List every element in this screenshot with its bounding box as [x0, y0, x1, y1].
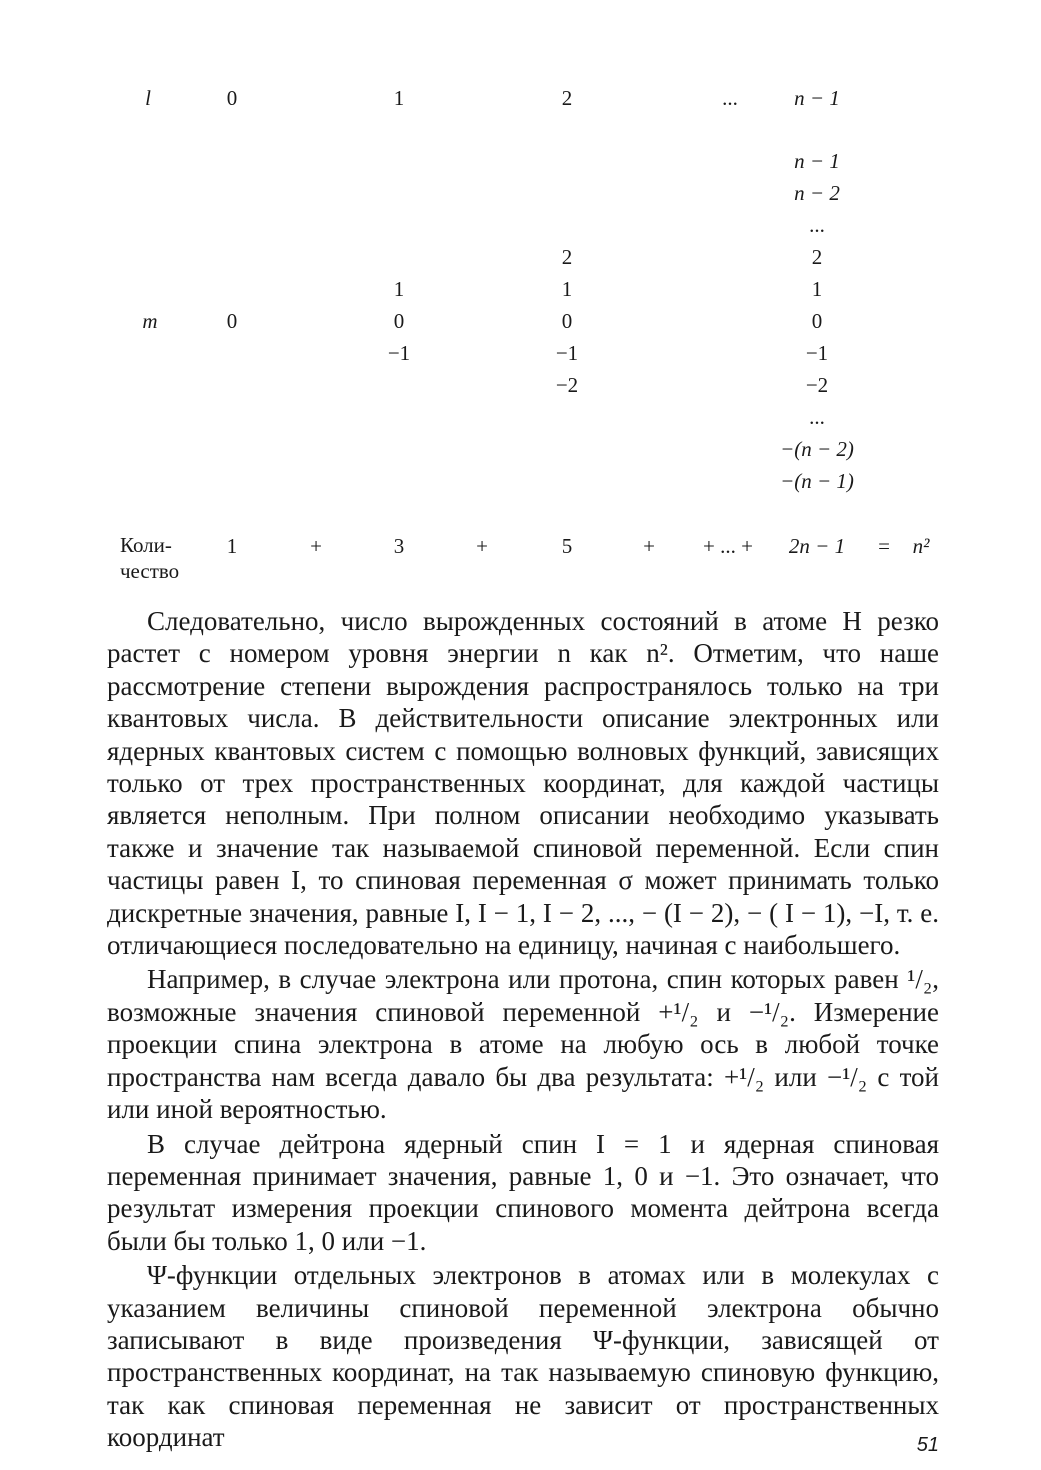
count-total: n² [912, 534, 930, 558]
m-value: 1 [393, 277, 405, 301]
m-value: 2 [561, 245, 573, 269]
paragraph: Ψ-функции отдельных электронов в атомах или в молекулах с указанием величины спиновой переменной электрона обычно записывают в виде произведения Ψ-функции, зависящей от пространственных координат, на так называемую спиновую функцию, так как спиновая переменная не зависит от пространственных координат [107, 1260, 939, 1453]
m-ellipsis: ... [809, 405, 825, 429]
l-ellipsis: ... [722, 86, 738, 110]
body-text [107, 605, 939, 1454]
count-label-line: чество [120, 559, 180, 583]
m-value: 1 [811, 277, 823, 301]
count-label-line: Коли- [120, 533, 172, 557]
m-value: 0 [811, 309, 823, 333]
count-value: 2n − 1 [788, 534, 846, 558]
m-value: 0 [393, 309, 405, 333]
paragraph: Например, в случае электрона или протона, спин которых равен ¹/₂, возможные значения спиновой переменной +¹/₂ и −¹/₂. Измерение проекции спина электрона в атоме на любую ось в любой точке пространства нам всегда давало бы два результата: +¹/₂ или −¹/₂ с той или иной вероятностью. [107, 964, 939, 1125]
m-value: 1 [561, 277, 573, 301]
l-value: 0 [226, 86, 238, 110]
m-value: 2 [811, 245, 823, 269]
count-value: 3 [393, 534, 405, 558]
m-value: −1 [805, 341, 829, 365]
page-number: 51 [916, 1434, 939, 1456]
m-ellipsis: ... [809, 213, 825, 237]
count-plus: + [643, 534, 655, 558]
l-value: n − 1 [794, 86, 840, 110]
count-value: 5 [561, 534, 573, 558]
m-value: −(n − 2) [780, 437, 854, 461]
m-value: 0 [226, 309, 238, 333]
m-value: −1 [555, 341, 579, 365]
m-value: −2 [555, 373, 579, 397]
m-label: m [142, 309, 158, 333]
count-ellipsis: + ... + [703, 534, 753, 558]
paragraph: Следовательно, число вырожденных состояний в атоме Н резко растет с номером уровня энергии n как n². Отметим, что наше рассмотрение степени вырождения распространялось только на три квантовых числа. В действительности описание электронных или ядерных квантовых систем с помощью волновых функций, зависящих только от трех пространственных координат, для каждой частицы является неполным. При полном описании необходимо указывать также и значение так называемой спиновой переменной. Если спин частицы равен I, то спиновая переменная σ может принимать только дискретные значения, равные I, I − 1, I − 2, ..., − (I − 2), − ( I − 1), −I, т. е. отличающиеся последовательно на единицу, начиная с наибольшего. [107, 606, 939, 961]
count-value: 1 [226, 534, 238, 558]
count-label [120, 532, 179, 584]
m-value: 0 [561, 309, 573, 333]
m-value: −1 [387, 341, 411, 365]
count-plus: + [310, 534, 322, 558]
l-label: l [145, 86, 151, 110]
count-equals: = [878, 534, 890, 558]
l-value: 2 [561, 86, 573, 110]
m-value: −2 [805, 373, 829, 397]
m-value: −(n − 1) [780, 469, 854, 493]
m-value: n − 1 [794, 149, 840, 173]
m-value: n − 2 [794, 181, 840, 205]
l-value: 1 [393, 86, 405, 110]
paragraph: В случае дейтрона ядерный спин I = 1 и ядерная спиновая переменная принимает значения, равные 1, 0 и −1. Это означает, что результат измерения проекции спинового момента дейтрона всегда были бы только 1, 0 или −1. [107, 1128, 939, 1256]
count-plus: + [476, 534, 488, 558]
